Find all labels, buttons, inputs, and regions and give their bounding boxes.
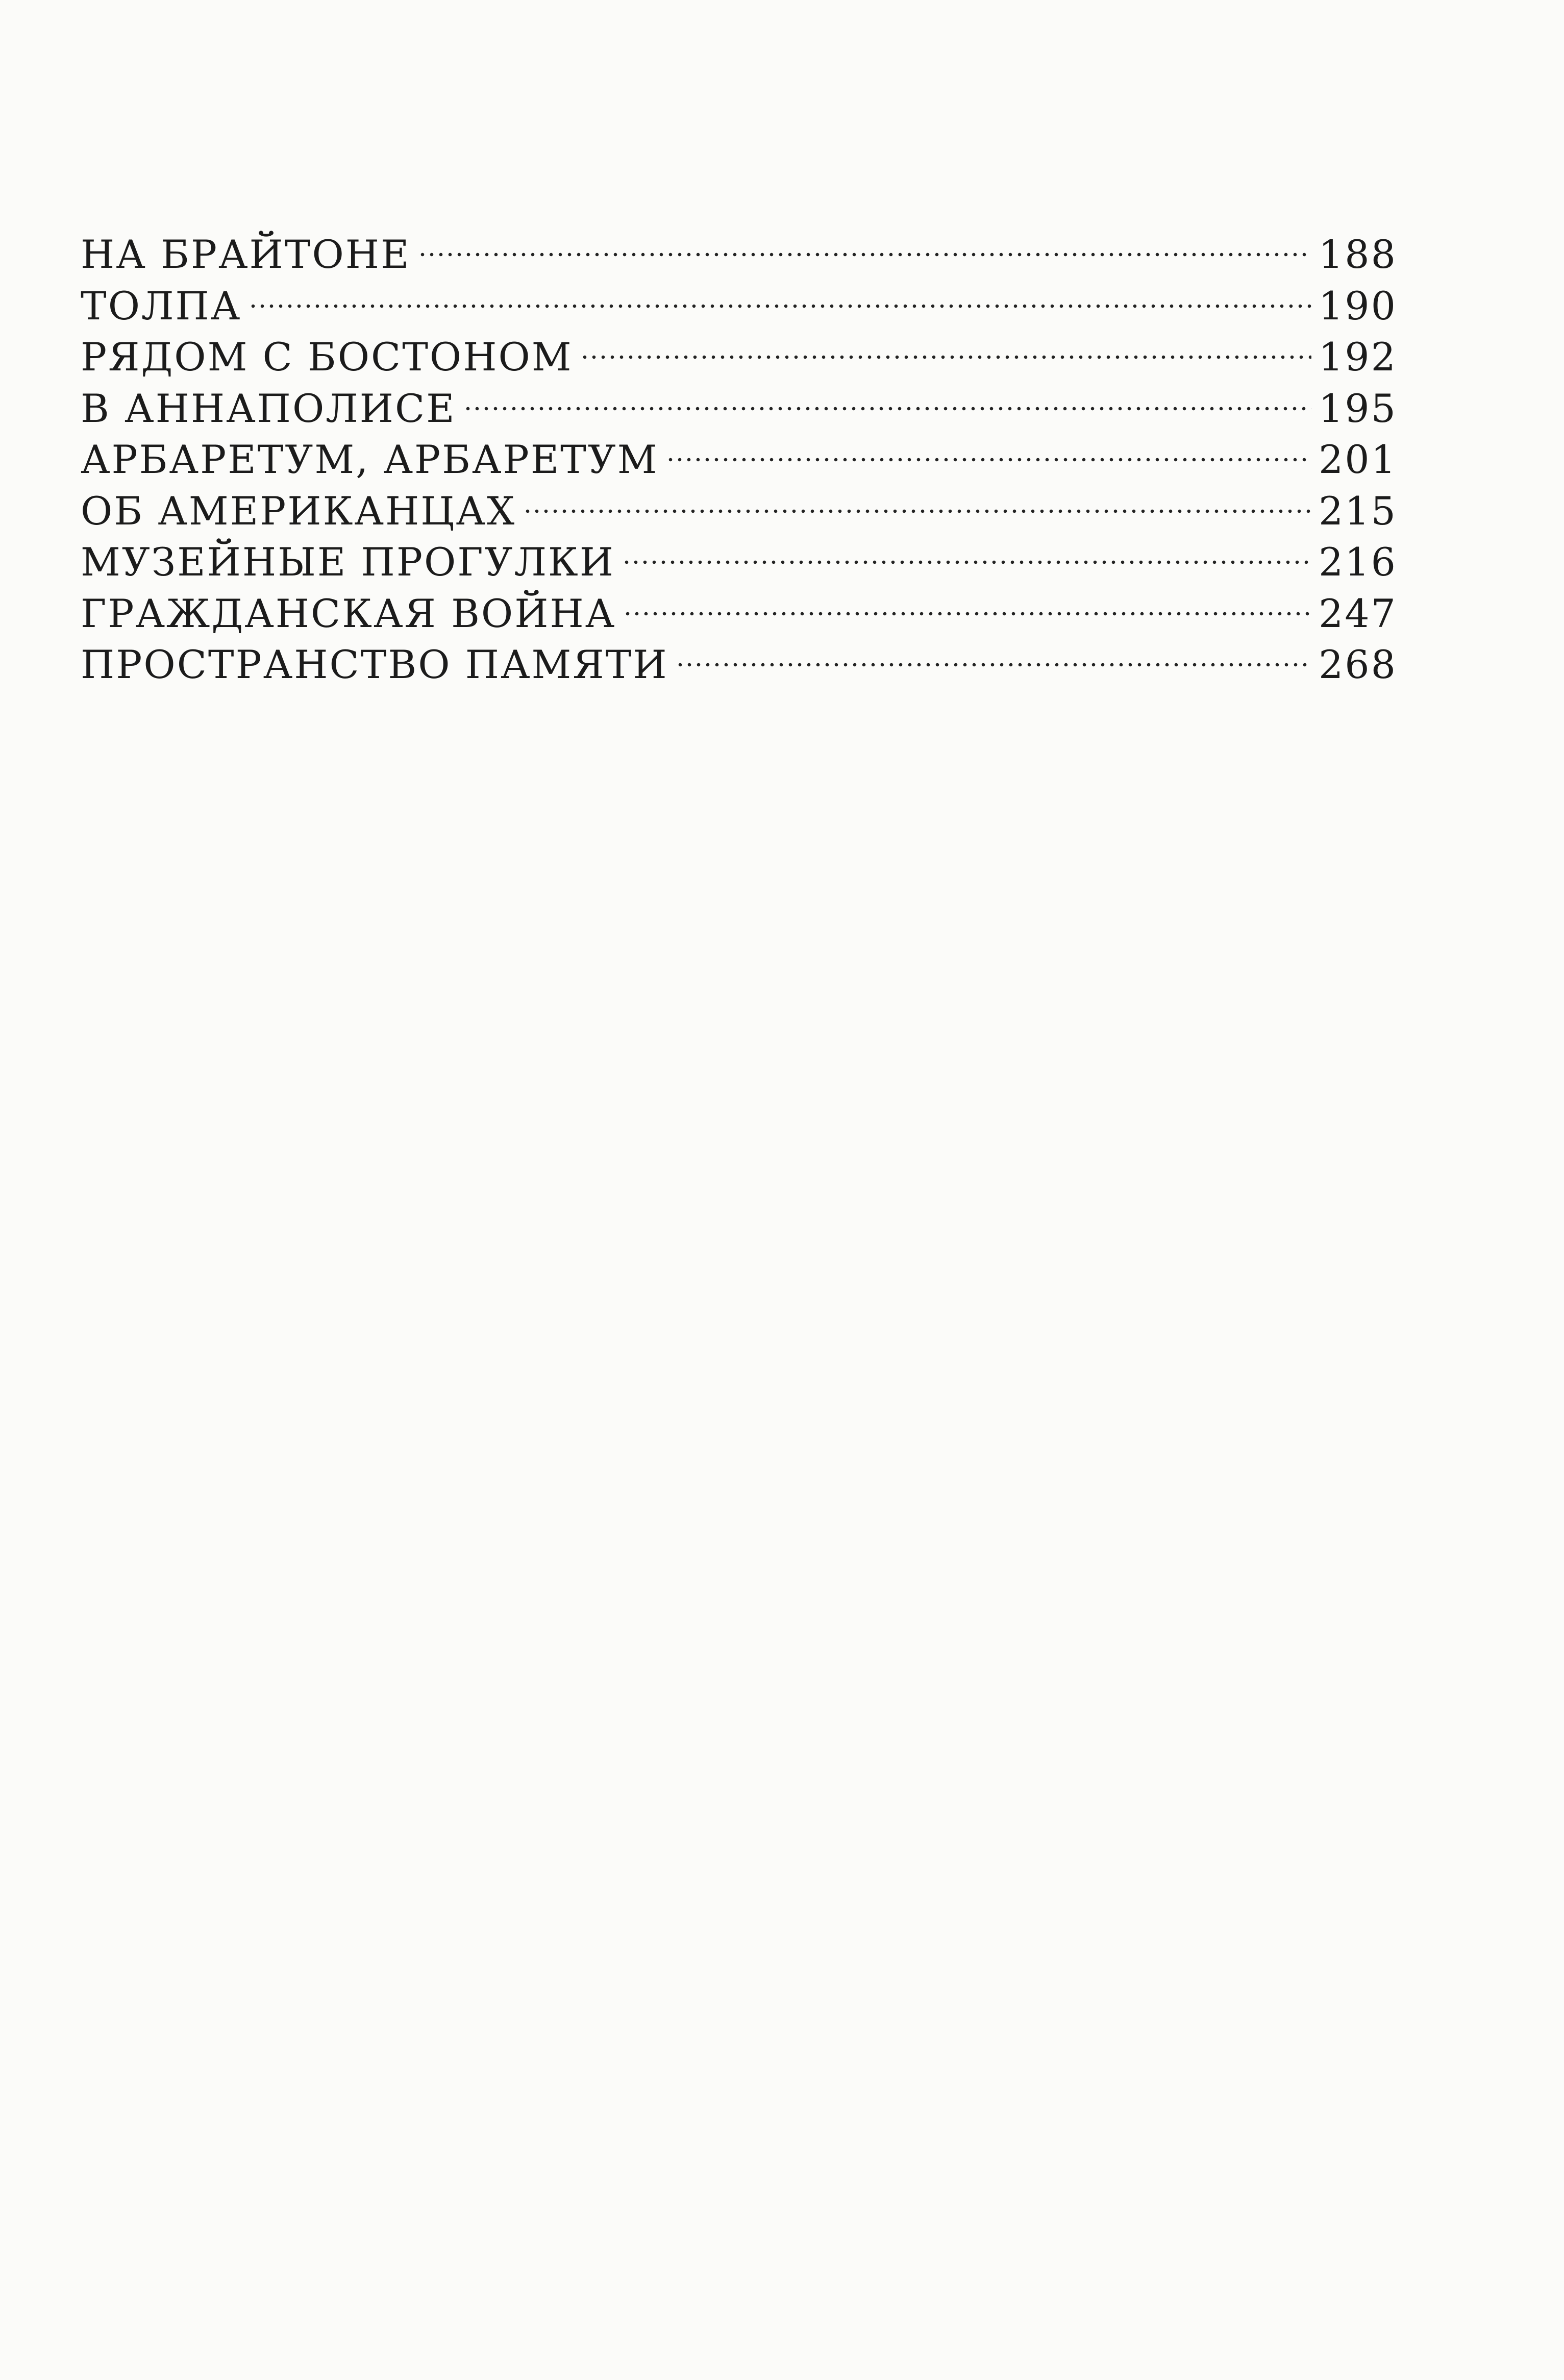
dot-leader: [580, 319, 1311, 370]
toc-entry: [81, 319, 1397, 380]
toc-entry-page: 268: [1318, 642, 1397, 687]
toc-entry-page: 190: [1318, 283, 1397, 329]
dot-leader: [249, 268, 1311, 319]
toc-entry-title: ТОЛПА: [81, 283, 242, 329]
toc-entry-title: РЯДОМ С БОСТОНОМ: [81, 334, 573, 380]
toc-entry-page: 188: [1318, 232, 1397, 277]
dot-leader: [418, 217, 1311, 268]
toc-entry-page: 247: [1318, 590, 1397, 636]
toc-entry: [81, 268, 1397, 329]
toc-entry-title: НА БРАЙТОНЕ: [81, 232, 411, 277]
toc-entry: [81, 217, 1397, 277]
toc-entry-title: В АННАПОЛИСЕ: [81, 385, 456, 431]
toc-entry-title: ГРАЖДАНСКАЯ ВОЙНА: [81, 590, 616, 636]
toc-entry-page: 195: [1318, 385, 1397, 431]
dot-leader: [666, 422, 1311, 473]
dot-leader: [523, 473, 1311, 524]
dot-leader: [463, 371, 1311, 422]
dot-leader: [676, 627, 1311, 678]
toc-entry-title: АРБАРЕТУМ, АРБАРЕТУМ: [81, 437, 659, 482]
dot-leader: [622, 524, 1311, 575]
toc-entry-title: ОБ АМЕРИКАНЦАХ: [81, 488, 516, 534]
toc-entry-page: 192: [1318, 334, 1397, 380]
table-of-contents: [81, 217, 1397, 687]
toc-entry-title: ПРОСТРАНСТВО ПАМЯТИ: [81, 642, 668, 687]
toc-entry-page: 216: [1318, 539, 1397, 585]
toc-entry-page: 201: [1318, 437, 1397, 482]
toc-entry-page: 215: [1318, 488, 1397, 534]
dot-leader: [623, 576, 1311, 627]
toc-entry-title: МУЗЕЙНЫЕ ПРОГУЛКИ: [81, 539, 615, 585]
